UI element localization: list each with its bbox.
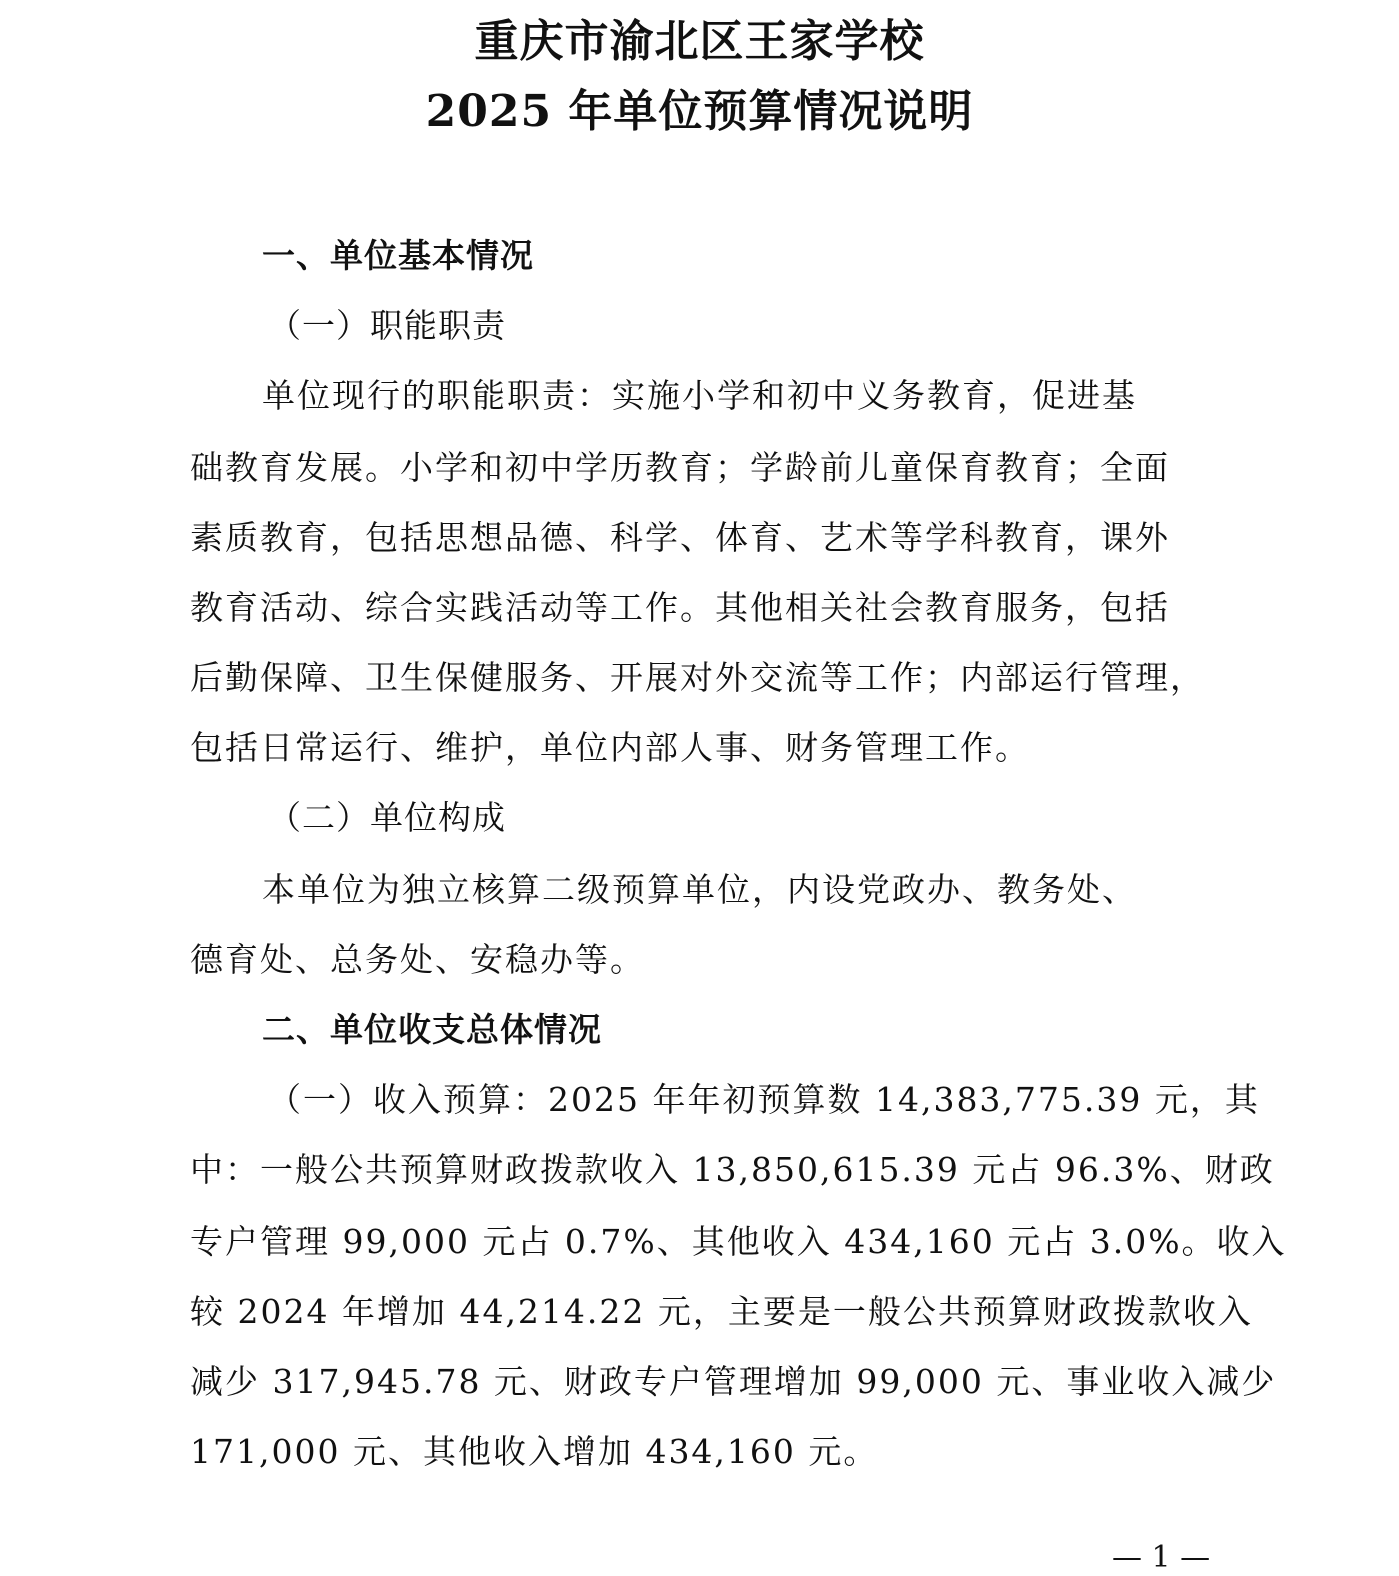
page-number: — 1 —: [1112, 1540, 1211, 1575]
paragraph-line: 较 2024 年增加 44,214.22 元，主要是一般公共预算财政拨款收入: [190, 1292, 1253, 1331]
paragraph-line: 后勤保障、卫生保健服务、开展对外交流等工作；内部运行管理，: [190, 658, 1205, 697]
paragraph-line: 减少 317,945.78 元、财政专户管理增加 99,000 元、事业收入减少: [190, 1362, 1277, 1401]
paragraph-line: （一）收入预算：2025 年年初预算数 14,383,775.39 元，其: [268, 1080, 1260, 1119]
paragraph-line: 教育活动、综合实践活动等工作。其他相关社会教育服务，包括: [190, 588, 1170, 627]
paragraph-line: 单位现行的职能职责：实施小学和初中义务教育，促进基: [262, 376, 1137, 415]
paragraph-line: 171,000 元、其他收入增加 434,160 元。: [190, 1432, 879, 1471]
paragraph-line: 中：一般公共预算财政拨款收入 13,850,615.39 元占 96.3%、财政: [190, 1150, 1275, 1189]
paragraph-line: 德育处、总务处、安稳办等。: [190, 940, 645, 979]
paragraph-line: 础教育发展。小学和初中学历教育；学龄前儿童保育教育；全面: [190, 448, 1170, 487]
paragraph-line: 专户管理 99,000 元占 0.7%、其他收入 434,160 元占 3.0%。收入: [190, 1222, 1287, 1261]
subsection-heading-functions: （一）职能职责: [268, 306, 506, 345]
document-title-line-1: 重庆市渝北区王家学校: [474, 16, 925, 67]
section-heading-income-expenditure: 二、单位收支总体情况: [262, 1010, 602, 1049]
subsection-heading-composition: （二）单位构成: [268, 798, 506, 837]
section-heading-basic-info: 一、单位基本情况: [262, 236, 534, 275]
document-title-line-2: 2025 年单位预算情况说明: [425, 86, 974, 137]
paragraph-line: 本单位为独立核算二级预算单位，内设党政办、教务处、: [262, 870, 1137, 909]
paragraph-line: 素质教育，包括思想品德、科学、体育、艺术等学科教育，课外: [190, 518, 1170, 557]
paragraph-line: 包括日常运行、维护，单位内部人事、财务管理工作。: [190, 728, 1030, 767]
